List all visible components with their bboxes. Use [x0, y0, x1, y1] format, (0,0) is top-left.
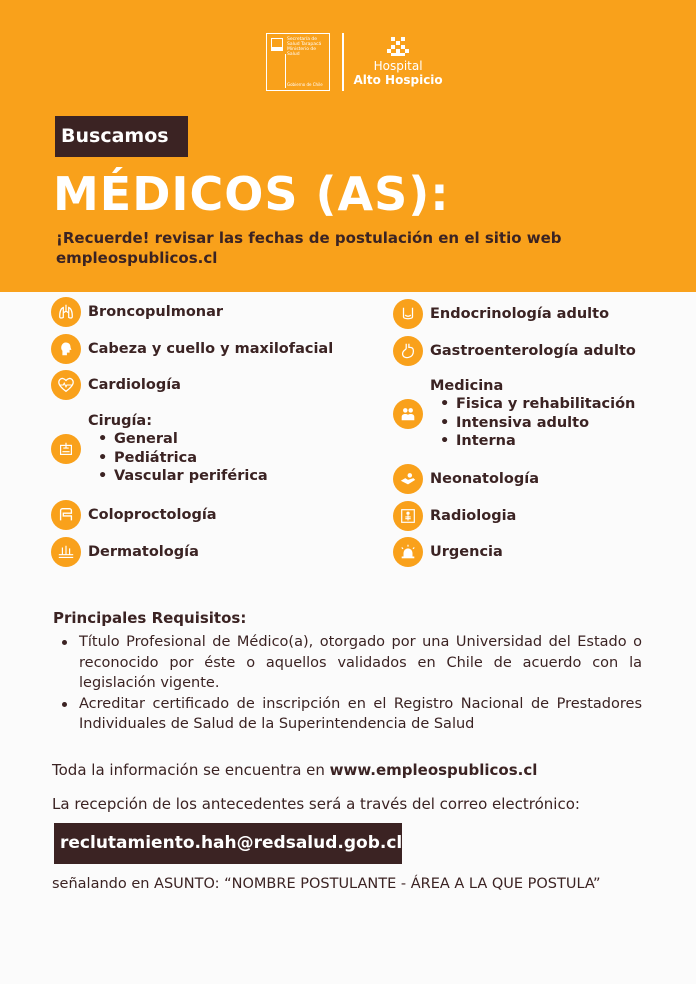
specialty-dermatologia: [51, 537, 199, 567]
specialty-endocrinologia: [393, 299, 609, 329]
list-item: • Fisica y rehabilitación: [440, 395, 635, 414]
specialty-label: Urgencia: [430, 544, 503, 560]
specialty-label: Coloproctología: [88, 507, 217, 523]
list-item: • Intensiva adulto: [440, 414, 635, 433]
list-item: Título Profesional de Médico(a), otorgado por una Universidad del Estado o reconocido por éste o aquellos validados en Chile de acuerdo con la legislación vigente.: [60, 632, 642, 694]
subtitle: ¡Recuerde! revisar las fechas de postulación en el sitio web empleospublicos.cl: [56, 229, 562, 267]
cirugia-sublist: [88, 430, 268, 486]
specialty-medicina: [393, 377, 635, 451]
xray-icon: [393, 501, 423, 531]
hospital-emblem-icon: [387, 37, 409, 57]
buscamos-tag: Buscamos: [55, 116, 188, 157]
heart-pulse-icon: [51, 370, 81, 400]
page-title: MÉDICOS (AS):: [53, 167, 450, 221]
skin-icon: [51, 537, 81, 567]
email-address[interactable]: reclutamiento.hah@redsalud.gob.cl: [54, 823, 402, 864]
hospital-name-line2: Alto Hospicio: [353, 73, 443, 87]
head-icon: [51, 334, 81, 364]
requirements-list: [60, 632, 642, 735]
list-item: • General: [98, 430, 268, 449]
requirements-title: Principales Requisitos:: [53, 609, 247, 627]
header-banner: [0, 0, 696, 292]
specialty-urgencia: [393, 537, 503, 567]
specialty-label: Neonatología: [430, 471, 539, 487]
specialty-coloproctologia: [51, 500, 217, 530]
hospital-logo: [354, 37, 443, 87]
specialty-label: Radiologia: [430, 508, 517, 524]
specialty-label: Dermatología: [88, 544, 199, 560]
info-text: [52, 761, 537, 779]
gobierno-logo-text: Secretaría de Salud Tarapacá Ministerio de Salud: [287, 37, 322, 57]
list-item: • Pediátrica: [98, 449, 268, 468]
medicina-sublist: [430, 395, 635, 451]
doctors-icon: [393, 399, 423, 429]
list-item: • Interna: [440, 432, 635, 451]
website-link[interactable]: www.empleospublicos.cl: [329, 761, 538, 779]
specialty-gastroenterologia: [393, 336, 636, 366]
surgery-icon: [51, 434, 81, 464]
baby-hands-icon: [393, 464, 423, 494]
specialty-label: Cardiología: [88, 377, 181, 393]
specialty-label: Medicina: [430, 378, 504, 394]
gobierno-logo: [266, 33, 330, 91]
specialty-cabeza-cuello: [51, 334, 333, 364]
specialty-label: Cirugía:: [88, 413, 153, 429]
info-prefix: Toda la información se encuentra en: [52, 761, 330, 779]
specialty-label: Gastroenterología adulto: [430, 343, 636, 359]
specialty-cirugia: [51, 412, 268, 486]
asunto-text: señalando en ASUNTO: “NOMBRE POSTULANTE - ÁREA A LA QUE POSTULA”: [52, 876, 601, 892]
gobierno-logo-footer: Gobierno de Chile: [287, 82, 323, 87]
reception-text: La recepción de los antecedentes será a través del correo electrónico:: [52, 795, 580, 813]
specialty-neonatologia: [393, 464, 539, 494]
siren-icon: [393, 537, 423, 567]
specialty-label: Broncopulmonar: [88, 304, 224, 320]
hospital-name-line1: Hospital: [373, 59, 423, 73]
specialty-radiologia: [393, 501, 516, 531]
specialty-broncopulmonar: [51, 297, 223, 327]
logo-divider: [342, 33, 344, 91]
lungs-icon: [51, 297, 81, 327]
list-item: Acreditar certificado de inscripción en el Registro Nacional de Prestadores Individuales de Salud de la Superintendencia de Salud: [60, 694, 642, 735]
logos: [266, 32, 443, 92]
list-item: • Vascular periférica: [98, 467, 268, 486]
thyroid-icon: [393, 299, 423, 329]
specialty-label: Cabeza y cuello y maxilofacial: [88, 341, 334, 357]
specialty-label: Endocrinología adulto: [430, 306, 610, 322]
intestine-icon: [51, 500, 81, 530]
specialty-cardiologia: [51, 370, 181, 400]
stomach-icon: [393, 336, 423, 366]
